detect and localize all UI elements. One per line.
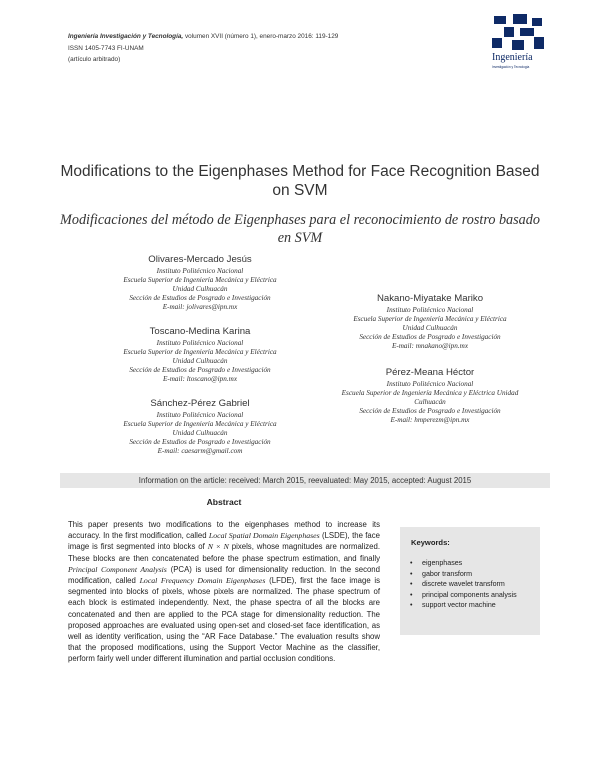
journal-logo [490, 14, 548, 76]
author-email[interactable]: E-mail: jolivares@ipn.mx [162, 303, 238, 311]
logo-text: Ingeniería [492, 52, 533, 63]
author-name: Sánchez-Pérez Gabriel [150, 398, 250, 409]
keyword-item: • discrete wavelet transform [410, 579, 536, 590]
author-email[interactable]: E-mail: ltoscano@ipn.mx [162, 375, 238, 383]
keyword-item: • gabor transform [410, 569, 536, 580]
author-affiliation: Instituto Politécnico Nacional Escuela Superior de Ingeniería Mecánica y Eléctrica Unidad Culhuacán Sección de Estudios de Posgrado e Investigación E-mail: hmperezm@ipn.mx [315, 380, 545, 425]
abstract-text: This paper presents two modifications to the eigenphases method to increase its accuracy. In the first modification, called Local Spatial Domain Eigenphases (LSDE), the face image is first segmented into blocks of N × N pixels, whose magnitudes are normalized. These blocks are then concatenated before the phase spectrum estimation, and finally Principal Component Analysis (PCA) is used for dimensionality reduction. In the second modification, called Local Frequency Domain Eigenphases (LFDE), first the face image is segmented into blocks of pixels, whose pixels are normalized. The phase spectrum of each block is estimated independently. Next, the phase spectra of all the blocks are concatenated and then are applied to the PCA stage for dimensionality reduction. The proposed approaches are evaluated using open-set and closed-set face identification, as well as identity verification, using the “AR Face Database.” The evaluation results show that the proposed modifications, using the Support Vector Machine as the classifier, perform fairly well under different illumination and partial occlusion conditions. [68, 520, 381, 664]
author-block [325, 293, 535, 351]
keyword-item: • eigenphases [410, 558, 536, 569]
logo-blocks-icon [490, 14, 548, 52]
author-affiliation: Instituto Politécnico Nacional Escuela Superior de Ingeniería Mecánica y Eléctrica Unidad Culhuacán Sección de Estudios de Posgrado e Investigación E-mail: ltoscano@ipn.mx [95, 339, 305, 384]
article-info-bar: Information on the article: received: March 2015, reevaluated: May 2015, accepted: August 2015 [60, 473, 550, 488]
author-block [95, 254, 305, 312]
author-email[interactable]: E-mail: mnakano@ipn.mx [391, 342, 469, 350]
author-email[interactable]: E-mail: hmperezm@ipn.mx [390, 416, 470, 424]
author-email[interactable]: E-mail: caesarm@gmail.com [157, 447, 243, 455]
author-name: Olivares-Mercado Jesús [148, 254, 252, 265]
keywords-list [410, 558, 536, 611]
author-block [95, 326, 305, 384]
abstract-heading: Abstract [206, 497, 242, 507]
journal-name: Ingeniería Investigación y Tecnología, [68, 33, 184, 40]
journal-details: volumen XVII (número 1), enero-marzo 2016: 119-129 [184, 33, 339, 40]
keyword-item: • principal components analysis [410, 590, 536, 601]
author-affiliation: Instituto Politécnico Nacional Escuela Superior de Ingeniería Mecánica y Eléctrica Unidad Culhuacán Sección de Estudios de Posgrado e Investigación E-mail: jolivares@ipn.mx [95, 267, 305, 312]
author-block [95, 398, 305, 456]
article-type: (artículo arbitrado) [68, 56, 121, 63]
author-name: Toscano-Medina Karina [149, 326, 251, 337]
author-name: Pérez-Meana Héctor [385, 367, 475, 378]
logo-subtext: Investigación y Tecnología [492, 65, 530, 69]
keyword-item: • support vector machine [410, 600, 536, 611]
journal-citation [68, 33, 338, 40]
author-name: Nakano-Miyatake Mariko [376, 293, 484, 304]
keywords-title: Keywords: [411, 538, 450, 547]
author-affiliation: Instituto Politécnico Nacional Escuela Superior de Ingeniería Mecánica y Eléctrica Unidad Culhuacán Sección de Estudios de Posgrado e Investigación E-mail: caesarm@gmail.com [95, 411, 305, 456]
issn: ISSN 1405-7743 FI-UNAM [68, 45, 144, 52]
title-english: Modifications to the Eigenphases Method for Face Recognition Based on SVM [60, 163, 540, 199]
author-affiliation: Instituto Politécnico Nacional Escuela Superior de Ingeniería Mecánica y Eléctrica Unidad Culhuacán Sección de Estudios de Posgrado e Investigación E-mail: mnakano@ipn.mx [325, 306, 535, 351]
keywords-box [400, 527, 540, 635]
author-block [315, 367, 545, 425]
title-spanish: Modificaciones del método de Eigenphases para el reconocimiento de rostro basado en SVM [60, 212, 540, 246]
